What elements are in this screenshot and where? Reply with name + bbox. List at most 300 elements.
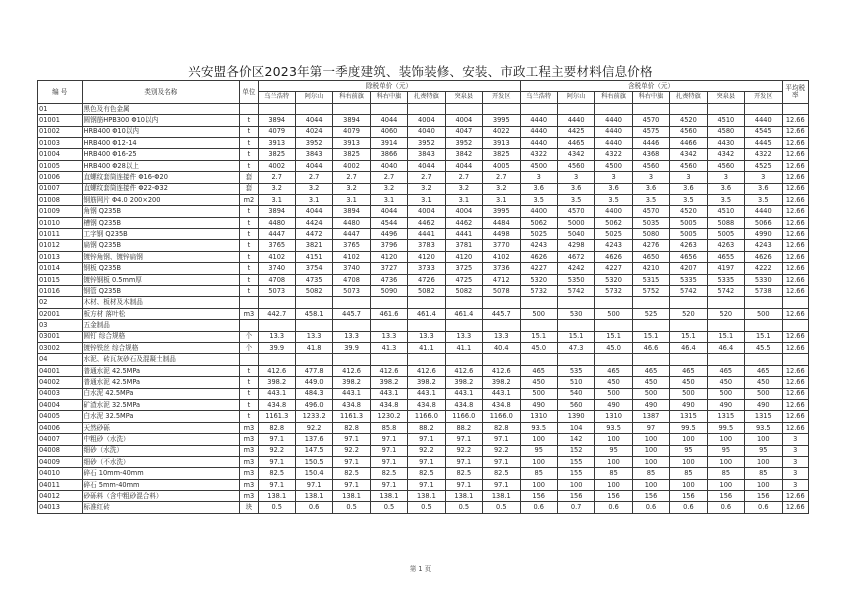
price-excl-tax: 97.1 [258, 434, 295, 445]
avg-tax-rate: 12.66 [782, 126, 808, 137]
avg-tax-rate: 12.66 [782, 115, 808, 126]
price-excl-tax: 4151 [295, 251, 332, 262]
price-incl-tax: 465 [670, 365, 707, 376]
price-excl-tax: 4120 [370, 251, 407, 262]
page-footer: 第 1 页 [409, 565, 432, 573]
item-unit: m3 [240, 491, 258, 502]
category-empty-cell [445, 297, 482, 308]
price-excl-tax: 88.2 [408, 422, 445, 433]
price-excl-tax: 92.2 [295, 422, 332, 433]
item-name: 白水泥 42.5MPa [82, 388, 240, 399]
price-incl-tax: 15.1 [745, 331, 782, 342]
item-unit: 套 [240, 183, 258, 194]
category-empty-cell [370, 354, 407, 365]
price-excl-tax: 3.1 [333, 194, 370, 205]
price-incl-tax: 100 [707, 479, 744, 490]
price-excl-tax: 4060 [370, 126, 407, 137]
price-incl-tax: 100 [632, 434, 669, 445]
price-excl-tax: 3913 [333, 137, 370, 148]
price-excl-tax: 2.7 [408, 172, 445, 183]
item-code: 04007 [38, 434, 83, 445]
price-excl-tax: 3733 [408, 263, 445, 274]
price-excl-tax: 2.7 [295, 172, 332, 183]
category-empty-cell [595, 297, 632, 308]
price-excl-tax: 4004 [408, 206, 445, 217]
price-excl-tax: 39.9 [333, 342, 370, 353]
category-empty-cell [295, 103, 332, 114]
price-excl-tax: 4079 [333, 126, 370, 137]
price-incl-tax: 4243 [745, 240, 782, 251]
avg-tax-rate: 12.66 [782, 229, 808, 240]
item-code: 04013 [38, 502, 83, 513]
price-incl-tax: 5088 [707, 217, 744, 228]
item-code: 01001 [38, 115, 83, 126]
price-excl-tax: 0.5 [483, 502, 520, 513]
price-excl-tax: 3783 [408, 240, 445, 251]
category-empty-cell [632, 354, 669, 365]
price-excl-tax: 3.1 [258, 194, 295, 205]
price-excl-tax: 3995 [483, 115, 520, 126]
price-excl-tax: 1166.0 [483, 411, 520, 422]
price-incl-tax: 3 [632, 172, 669, 183]
item-unit: t [240, 149, 258, 160]
price-incl-tax: 4672 [557, 251, 594, 262]
price-incl-tax: 500 [707, 388, 744, 399]
price-incl-tax: 490 [632, 399, 669, 410]
price-excl-tax: 82.5 [445, 468, 482, 479]
item-name: 钢管 Q235B [82, 286, 240, 297]
price-incl-tax: 1390 [557, 411, 594, 422]
item-unit: t [240, 206, 258, 217]
table-row [38, 194, 809, 205]
item-code: 01011 [38, 229, 83, 240]
price-incl-tax: 45.0 [520, 342, 557, 353]
price-incl-tax: 4510 [707, 206, 744, 217]
table-row [38, 217, 809, 228]
price-excl-tax: 97.1 [333, 456, 370, 467]
price-incl-tax: 4655 [707, 251, 744, 262]
table-row [38, 308, 809, 319]
price-incl-tax: 490 [670, 399, 707, 410]
price-incl-tax: 500 [670, 388, 707, 399]
avg-tax-rate: 12.66 [782, 183, 808, 194]
price-excl-tax: 443.1 [333, 388, 370, 399]
price-excl-tax: 4102 [483, 251, 520, 262]
price-excl-tax: 97.1 [483, 456, 520, 467]
price-incl-tax: 4322 [595, 149, 632, 160]
category-code: 03 [38, 320, 83, 331]
item-unit: t [240, 377, 258, 388]
item-unit: 个 [240, 331, 258, 342]
price-excl-tax: 41.1 [408, 342, 445, 353]
price-excl-tax: 13.3 [295, 331, 332, 342]
price-incl-tax: 100 [670, 479, 707, 490]
item-code: 01007 [38, 183, 83, 194]
price-incl-tax: 0.6 [632, 502, 669, 513]
price-incl-tax: 100 [595, 479, 632, 490]
price-incl-tax: 465 [632, 365, 669, 376]
item-name: 矿渣水泥 32.5MPa [82, 399, 240, 410]
price-excl-tax: 4708 [258, 274, 295, 285]
price-incl-tax: 4440 [557, 115, 594, 126]
item-unit: t [240, 217, 258, 228]
header-incl-region: 科右前旗 [595, 92, 632, 103]
header-incl-region: 扎赉特旗 [670, 92, 707, 103]
price-excl-tax: 3.2 [295, 183, 332, 194]
price-incl-tax: 3.6 [707, 183, 744, 194]
price-incl-tax: 93.5 [595, 422, 632, 433]
price-incl-tax: 100 [595, 434, 632, 445]
price-excl-tax: 398.2 [408, 377, 445, 388]
price-excl-tax: 3.2 [258, 183, 295, 194]
item-name: 板方材 落叶松 [82, 308, 240, 319]
price-excl-tax: 4004 [445, 115, 482, 126]
category-unit-empty [240, 354, 258, 365]
price-incl-tax: 4575 [632, 126, 669, 137]
item-unit: t [240, 286, 258, 297]
price-excl-tax: 4040 [408, 126, 445, 137]
avg-tax-rate: 12.66 [782, 251, 808, 262]
category-empty-cell [632, 103, 669, 114]
table-row [38, 502, 809, 513]
price-excl-tax: 4447 [258, 229, 295, 240]
price-excl-tax: 3.1 [370, 194, 407, 205]
category-empty-cell [782, 297, 808, 308]
header-unit: 单位 [240, 81, 258, 104]
price-excl-tax: 4044 [370, 115, 407, 126]
price-incl-tax: 540 [557, 388, 594, 399]
table-row [38, 479, 809, 490]
item-code: 01009 [38, 206, 83, 217]
price-incl-tax: 3 [707, 172, 744, 183]
price-incl-tax: 450 [670, 377, 707, 388]
price-excl-tax: 147.5 [295, 445, 332, 456]
price-excl-tax: 412.6 [258, 365, 295, 376]
item-code: 01004 [38, 149, 83, 160]
price-incl-tax: 95 [707, 445, 744, 456]
price-incl-tax: 3 [557, 172, 594, 183]
header-excl-region: 突泉县 [445, 92, 482, 103]
price-incl-tax: 500 [595, 388, 632, 399]
price-incl-tax: 15.1 [557, 331, 594, 342]
item-unit: t [240, 274, 258, 285]
price-incl-tax: 450 [520, 377, 557, 388]
price-incl-tax: 450 [595, 377, 632, 388]
price-incl-tax: 100 [520, 479, 557, 490]
table-row [38, 149, 809, 160]
price-excl-tax: 82.8 [258, 422, 295, 433]
price-incl-tax: 3 [745, 172, 782, 183]
price-excl-tax: 0.5 [370, 502, 407, 513]
table-row [38, 251, 809, 262]
price-excl-tax: 461.4 [408, 308, 445, 319]
table-row [38, 263, 809, 274]
price-incl-tax: 4222 [745, 263, 782, 274]
header-incl-region: 科右中旗 [632, 92, 669, 103]
price-excl-tax: 461.4 [445, 308, 482, 319]
price-excl-tax: 3765 [333, 240, 370, 251]
avg-tax-rate: 12.66 [782, 411, 808, 422]
price-incl-tax: 4560 [557, 160, 594, 171]
price-incl-tax: 3.5 [670, 194, 707, 205]
price-incl-tax: 142 [557, 434, 594, 445]
table-row [38, 491, 809, 502]
item-unit: 套 [240, 172, 258, 183]
price-incl-tax: 4425 [557, 126, 594, 137]
price-incl-tax: 46.6 [632, 342, 669, 353]
price-incl-tax: 156 [632, 491, 669, 502]
category-empty-cell [445, 354, 482, 365]
price-incl-tax: 4440 [520, 126, 557, 137]
item-code: 03002 [38, 342, 83, 353]
price-incl-tax: 4560 [670, 126, 707, 137]
avg-tax-rate: 3 [782, 468, 808, 479]
price-incl-tax: 3.5 [557, 194, 594, 205]
price-incl-tax: 560 [557, 399, 594, 410]
price-incl-tax: 156 [707, 491, 744, 502]
price-excl-tax: 2.7 [258, 172, 295, 183]
price-incl-tax: 85 [520, 468, 557, 479]
price-incl-tax: 490 [595, 399, 632, 410]
item-code: 04012 [38, 491, 83, 502]
price-incl-tax: 3.5 [595, 194, 632, 205]
price-incl-tax: 525 [632, 308, 669, 319]
category-empty-cell [483, 354, 520, 365]
price-excl-tax: 5082 [295, 286, 332, 297]
price-excl-tax: 1166.0 [408, 411, 445, 422]
avg-tax-rate: 12.66 [782, 194, 808, 205]
category-empty-cell [370, 320, 407, 331]
header-incl-tax: 含税单价（元） [520, 81, 782, 92]
price-incl-tax: 490 [520, 399, 557, 410]
price-incl-tax: 3.6 [670, 183, 707, 194]
price-excl-tax: 2.7 [445, 172, 482, 183]
price-excl-tax: 4002 [333, 160, 370, 171]
avg-tax-rate: 12.66 [782, 172, 808, 183]
price-excl-tax: 3.1 [295, 194, 332, 205]
price-excl-tax: 4441 [408, 229, 445, 240]
avg-tax-rate: 12.66 [782, 491, 808, 502]
price-excl-tax: 13.3 [333, 331, 370, 342]
table-row [38, 388, 809, 399]
price-incl-tax: 5732 [595, 286, 632, 297]
price-excl-tax: 4002 [258, 160, 295, 171]
price-excl-tax: 82.8 [333, 422, 370, 433]
price-excl-tax: 3843 [408, 149, 445, 160]
price-excl-tax: 138.1 [445, 491, 482, 502]
price-excl-tax: 398.2 [445, 377, 482, 388]
price-incl-tax: 490 [745, 399, 782, 410]
price-excl-tax: 92.2 [408, 445, 445, 456]
price-incl-tax: 520 [670, 308, 707, 319]
price-excl-tax: 3825 [258, 149, 295, 160]
item-code: 01003 [38, 137, 83, 148]
category-row [38, 297, 809, 308]
price-excl-tax: 92.2 [258, 445, 295, 456]
price-excl-tax: 3842 [445, 149, 482, 160]
price-incl-tax: 4440 [745, 206, 782, 217]
price-incl-tax: 100 [670, 456, 707, 467]
price-excl-tax: 82.5 [333, 468, 370, 479]
item-unit: m3 [240, 468, 258, 479]
table-row [38, 377, 809, 388]
price-table-body [38, 103, 809, 513]
price-excl-tax: 138.1 [408, 491, 445, 502]
price-excl-tax: 4441 [445, 229, 482, 240]
price-incl-tax: 3.5 [745, 194, 782, 205]
item-unit: t [240, 411, 258, 422]
price-incl-tax: 4227 [595, 263, 632, 274]
category-empty-cell [745, 297, 782, 308]
header-code: 编 号 [38, 81, 83, 104]
price-incl-tax: 500 [745, 388, 782, 399]
price-incl-tax: 4560 [670, 160, 707, 171]
price-excl-tax: 97.1 [445, 479, 482, 490]
price-incl-tax: 5732 [520, 286, 557, 297]
price-excl-tax: 138.1 [370, 491, 407, 502]
category-row [38, 320, 809, 331]
price-incl-tax: 156 [520, 491, 557, 502]
price-excl-tax: 97.1 [295, 479, 332, 490]
category-empty-cell [408, 320, 445, 331]
price-excl-tax: 150.4 [295, 468, 332, 479]
price-incl-tax: 4626 [520, 251, 557, 262]
item-unit: t [240, 115, 258, 126]
price-incl-tax: 4500 [520, 160, 557, 171]
price-incl-tax: 99.5 [670, 422, 707, 433]
item-name: 普通水泥 42.5MPa [82, 365, 240, 376]
price-excl-tax: 4708 [333, 274, 370, 285]
table-row [38, 115, 809, 126]
category-empty-cell [520, 354, 557, 365]
avg-tax-rate: 12.66 [782, 263, 808, 274]
price-incl-tax: 4560 [632, 160, 669, 171]
price-incl-tax: 4342 [670, 149, 707, 160]
price-incl-tax: 4440 [520, 137, 557, 148]
price-excl-tax: 85.8 [370, 422, 407, 433]
price-incl-tax: 4243 [595, 240, 632, 251]
price-incl-tax: 4465 [557, 137, 594, 148]
price-excl-tax: 434.8 [258, 399, 295, 410]
item-unit: m3 [240, 445, 258, 456]
item-unit: t [240, 160, 258, 171]
category-empty-cell [782, 103, 808, 114]
price-excl-tax: 4022 [483, 126, 520, 137]
category-empty-cell [295, 354, 332, 365]
price-excl-tax: 5082 [408, 286, 445, 297]
category-empty-cell [707, 297, 744, 308]
category-name: 黑色及有色金属 [82, 103, 240, 114]
price-excl-tax: 412.6 [483, 365, 520, 376]
avg-tax-rate: 12.66 [782, 342, 808, 353]
price-excl-tax: 3894 [333, 206, 370, 217]
table-row [38, 229, 809, 240]
table-row [38, 126, 809, 137]
price-incl-tax: 1310 [595, 411, 632, 422]
price-incl-tax: 95 [670, 445, 707, 456]
avg-tax-rate: 12.66 [782, 217, 808, 228]
price-excl-tax: 443.1 [258, 388, 295, 399]
price-excl-tax: 97.1 [370, 445, 407, 456]
category-empty-cell [557, 297, 594, 308]
price-excl-tax: 5090 [370, 286, 407, 297]
price-excl-tax: 4736 [370, 274, 407, 285]
header-incl-region: 阿尔山 [557, 92, 594, 103]
price-incl-tax: 47.3 [557, 342, 594, 353]
price-excl-tax: 4498 [483, 229, 520, 240]
item-name: 白水泥 32.5MPa [82, 411, 240, 422]
price-incl-tax: 4520 [670, 206, 707, 217]
price-incl-tax: 93.5 [745, 422, 782, 433]
price-excl-tax: 442.7 [258, 308, 295, 319]
category-empty-cell [295, 320, 332, 331]
price-incl-tax: 4466 [670, 137, 707, 148]
category-unit-empty [240, 320, 258, 331]
item-code: 04009 [38, 456, 83, 467]
price-excl-tax: 4047 [445, 126, 482, 137]
price-incl-tax: 5315 [632, 274, 669, 285]
price-incl-tax: 4510 [707, 115, 744, 126]
price-incl-tax: 500 [595, 308, 632, 319]
category-empty-cell [445, 103, 482, 114]
item-unit: t [240, 388, 258, 399]
price-excl-tax: 3.2 [370, 183, 407, 194]
header-excl-tax: 除税单价（元） [258, 81, 520, 92]
item-unit: m3 [240, 308, 258, 319]
price-incl-tax: 0.6 [595, 502, 632, 513]
item-name: 镀锌角钢、镀锌扁钢 [82, 251, 240, 262]
price-incl-tax: 15.1 [520, 331, 557, 342]
price-incl-tax: 152 [557, 445, 594, 456]
price-incl-tax: 4500 [595, 160, 632, 171]
price-incl-tax: 5005 [670, 217, 707, 228]
table-row [38, 183, 809, 194]
header-excl-region: 扎赉特旗 [408, 92, 445, 103]
price-excl-tax: 4040 [370, 160, 407, 171]
category-empty-cell [295, 297, 332, 308]
price-incl-tax: 5742 [707, 286, 744, 297]
avg-tax-rate: 12.66 [782, 240, 808, 251]
item-code: 04001 [38, 365, 83, 376]
price-incl-tax: 1310 [520, 411, 557, 422]
price-incl-tax: 0.6 [745, 502, 782, 513]
price-incl-tax: 1387 [632, 411, 669, 422]
category-empty-cell [670, 354, 707, 365]
price-excl-tax: 138.1 [483, 491, 520, 502]
price-incl-tax: 4263 [707, 240, 744, 251]
price-excl-tax: 138.1 [295, 491, 332, 502]
price-incl-tax: 4440 [595, 126, 632, 137]
price-excl-tax: 3894 [258, 206, 295, 217]
item-unit: 个 [240, 342, 258, 353]
price-incl-tax: 15.1 [632, 331, 669, 342]
price-incl-tax: 3.6 [745, 183, 782, 194]
price-excl-tax: 434.8 [445, 399, 482, 410]
table-row [38, 445, 809, 456]
price-incl-tax: 1315 [707, 411, 744, 422]
item-unit: t [240, 137, 258, 148]
price-excl-tax: 0.5 [333, 502, 370, 513]
price-excl-tax: 4079 [258, 126, 295, 137]
price-incl-tax: 3.5 [632, 194, 669, 205]
item-name: 槽钢 Q235B [82, 217, 240, 228]
price-excl-tax: 3.2 [445, 183, 482, 194]
price-excl-tax: 92.2 [483, 445, 520, 456]
price-excl-tax: 3952 [445, 137, 482, 148]
price-incl-tax: 1315 [670, 411, 707, 422]
price-incl-tax: 4446 [632, 137, 669, 148]
price-excl-tax: 3770 [483, 240, 520, 251]
